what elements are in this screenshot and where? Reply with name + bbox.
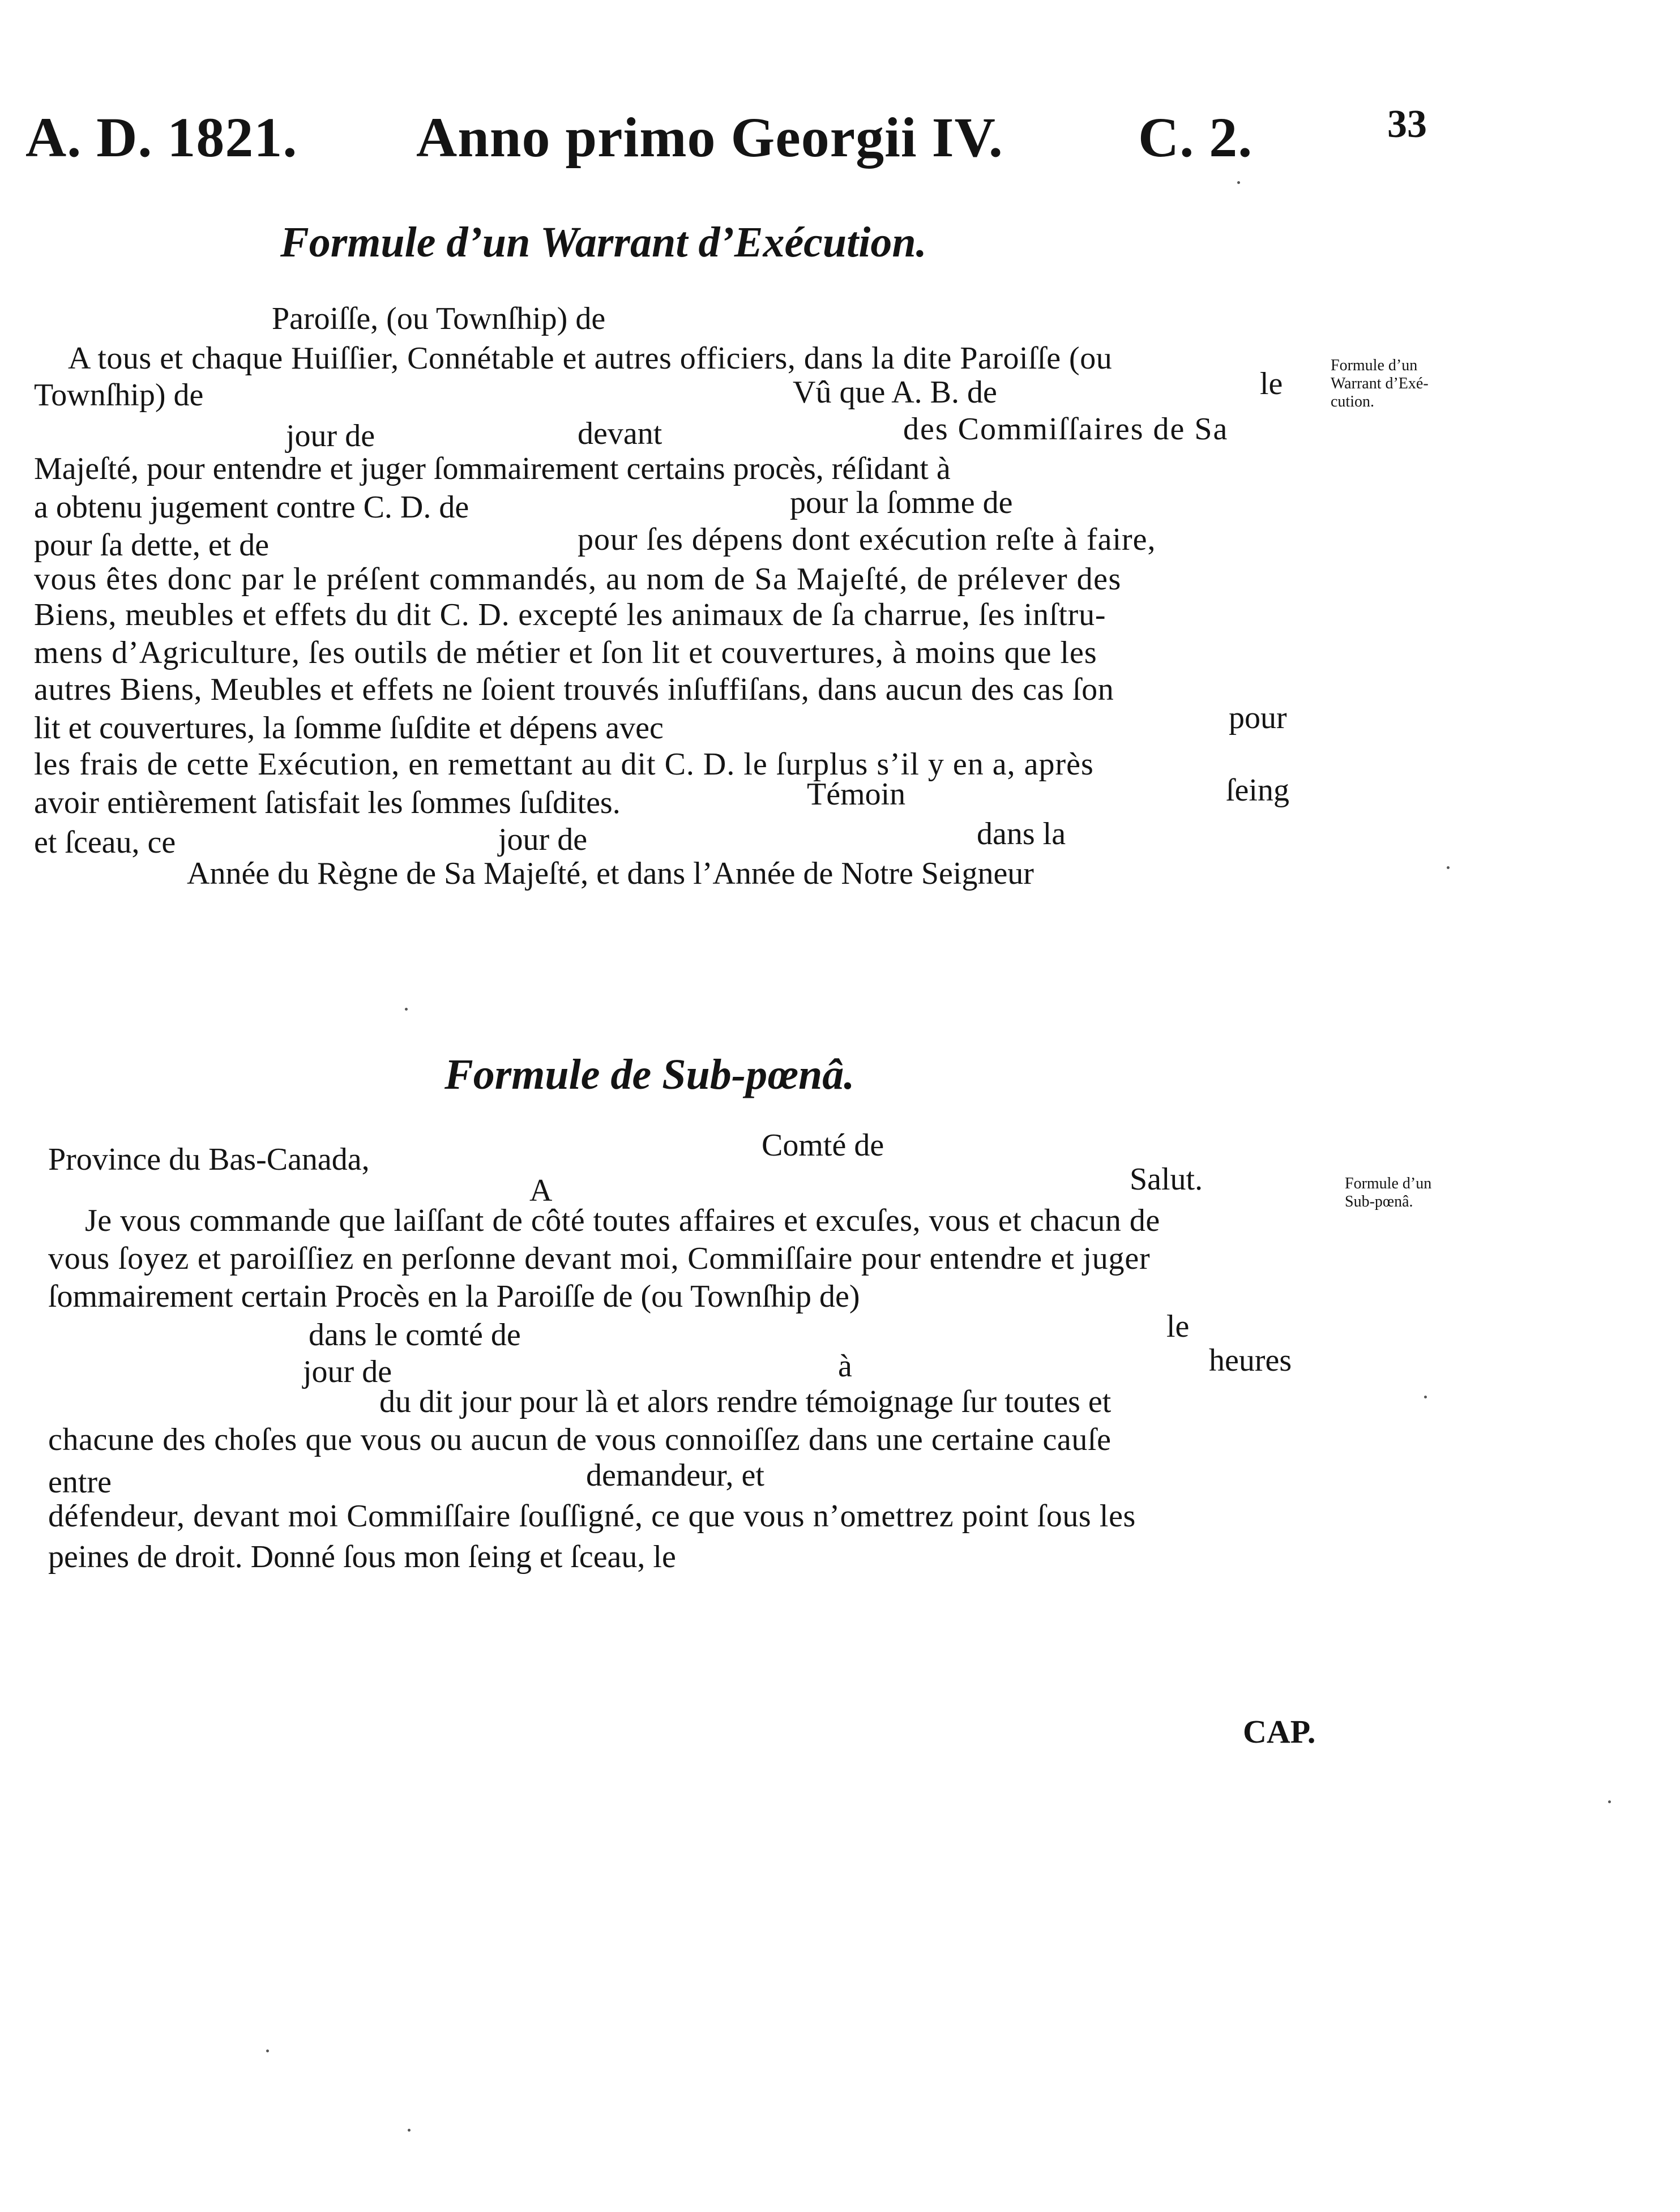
- section-title-warrant: Formule d’un Warrant d’Exécution.: [280, 219, 927, 266]
- text-line: Vû que A. B. de: [793, 375, 997, 410]
- text-line: jour de: [303, 1354, 392, 1389]
- text-line: Majeſté, pour entendre et juger ſommairement certains procès, réſidant à: [34, 451, 951, 486]
- text-line: Je vous commande que laiſſant de côté toutes affaires et excuſes, vous et chacun de: [85, 1203, 1160, 1238]
- text-line: dans la: [977, 816, 1066, 852]
- scan-speck: [1424, 1396, 1427, 1398]
- text-line: devant: [578, 416, 662, 451]
- text-line: Comté de: [762, 1128, 884, 1163]
- text-line: des Commiſſaires de Sa: [903, 412, 1229, 447]
- text-line: mens d’Agriculture, ſes outils de métier et ſon lit et couvertures, à moins que les: [34, 635, 1097, 670]
- text-line: dans le comté de: [309, 1317, 521, 1353]
- running-head-regnal-year: Anno primo Georgii IV.: [416, 106, 1003, 169]
- text-line: le: [1166, 1309, 1190, 1344]
- catchword: CAP.: [1243, 1713, 1316, 1750]
- margin-note-subpoena: Formule d’un Sub-pœnâ.: [1345, 1175, 1432, 1211]
- text-line: Salut.: [1130, 1162, 1203, 1197]
- text-line: jour de: [498, 822, 588, 857]
- text-line: les frais de cette Exécution, en remettant au dit C. D. le ſurplus s’il y en a, après: [34, 747, 1094, 782]
- scan-speck: [1608, 1800, 1611, 1803]
- text-line: à: [838, 1349, 852, 1384]
- text-line: chacune des choſes que vous ou aucun de vous connoiſſez dans une certaine cauſe: [48, 1422, 1112, 1457]
- scan-speck: [1237, 181, 1240, 184]
- scan-speck: [405, 1008, 408, 1011]
- text-line: avoir entièrement ſatisfait les ſommes ſuſdites.: [34, 785, 621, 820]
- text-line: lit et couvertures, la ſomme ſuſdite et dépens avec: [34, 711, 664, 746]
- text-line: Témoin: [807, 777, 906, 812]
- running-head-chapter: C. 2.: [1138, 106, 1253, 169]
- text-line: Townſhip) de: [34, 378, 204, 413]
- text-line: A tous et chaque Huiſſier, Connétable et autres officiers, dans la dite Paroiſſe (ou: [68, 341, 1113, 376]
- text-line: vous êtes donc par le préſent commandés, au nom de Sa Majeſté, de prélever des: [34, 562, 1122, 597]
- text-line: heures: [1209, 1343, 1292, 1378]
- text-line: Province du Bas-Canada,: [48, 1142, 370, 1177]
- text-line: ſeing: [1226, 773, 1289, 808]
- text-line: défendeur, devant moi Commiſſaire ſouſſigné, ce que vous n’omettrez point ſous les: [48, 1499, 1136, 1534]
- text-line: pour ſes dépens dont exécution reſte à faire,: [578, 522, 1156, 557]
- text-line: Année du Règne de Sa Majeſté, et dans l’Année de Notre Seigneur: [187, 856, 1034, 891]
- text-line: Paroiſſe, (ou Townſhip) de: [272, 301, 606, 336]
- text-line: pour: [1229, 700, 1287, 735]
- running-head-year: A. D. 1821.: [25, 106, 298, 169]
- text-line: jour de: [286, 418, 375, 453]
- scan-speck: [266, 2050, 269, 2052]
- text-line: A: [529, 1173, 553, 1208]
- scan-speck: [408, 2129, 411, 2132]
- text-line: entre: [48, 1465, 112, 1500]
- text-line: peines de droit. Donné ſous mon ſeing et ſceau, le: [48, 1539, 676, 1575]
- margin-note-warrant: Formule d’un Warrant d’Exé- cution.: [1331, 357, 1429, 411]
- text-line: du dit jour pour là et alors rendre témoignage ſur toutes et: [379, 1384, 1112, 1419]
- text-line: pour la ſomme de: [790, 485, 1013, 520]
- text-line: autres Biens, Meubles et effets ne ſoient trouvés inſuffiſans, dans aucun des cas ſon: [34, 672, 1114, 707]
- scan-speck: [1447, 866, 1450, 869]
- page-number: 33: [1387, 102, 1427, 146]
- section-title-subpoena: Formule de Sub-pœnâ.: [444, 1051, 855, 1098]
- text-line: vous ſoyez et paroiſſiez en perſonne devant moi, Commiſſaire pour entendre et juger: [48, 1241, 1151, 1276]
- text-line: pour ſa dette, et de: [34, 528, 270, 563]
- text-line: a obtenu jugement contre C. D. de: [34, 490, 469, 525]
- text-line: et ſceau, ce: [34, 825, 176, 860]
- text-line: ſommairement certain Procès en la Paroiſſe de (ou Townſhip de): [48, 1279, 860, 1314]
- text-line: le: [1260, 366, 1283, 401]
- text-line: demandeur, et: [586, 1458, 764, 1493]
- text-line: Biens, meubles et effets du dit C. D. excepté les animaux de ſa charrue, ſes inſtru-: [34, 597, 1106, 632]
